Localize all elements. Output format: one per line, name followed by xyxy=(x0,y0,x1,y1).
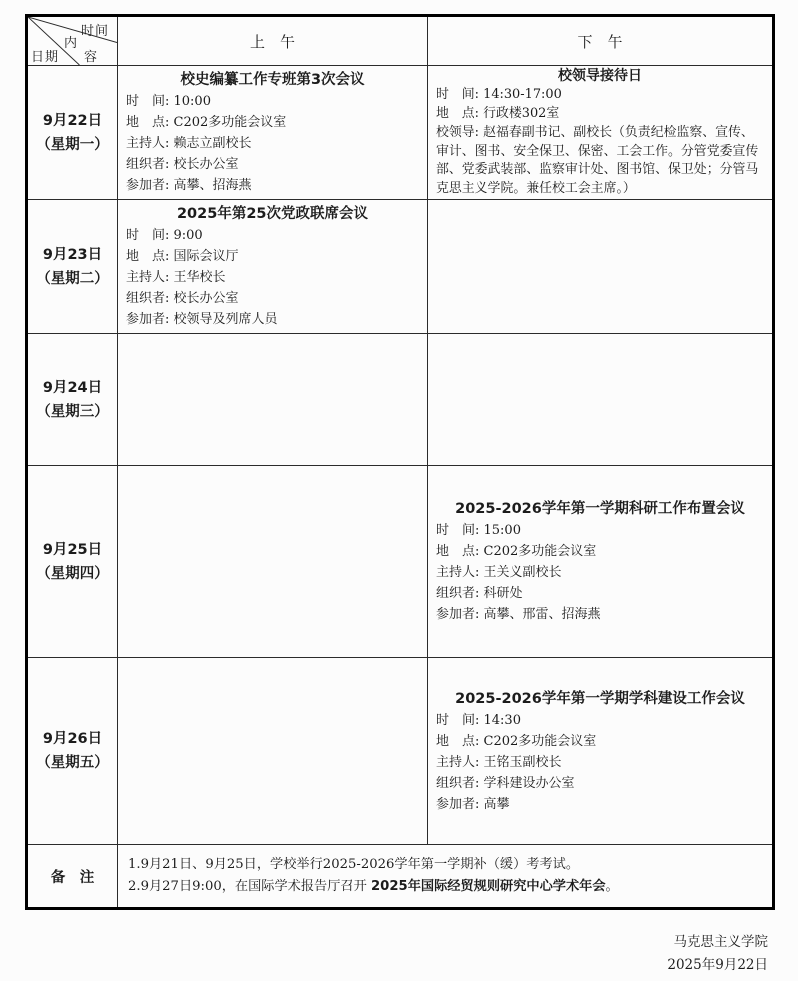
schedule-cell-mon-afternoon xyxy=(428,66,772,200)
meeting-detail-organizer: 组织者: 校长办公室 xyxy=(126,291,239,306)
weekday-line: （星期四） xyxy=(36,565,109,582)
corner-label-content: 容 xyxy=(84,50,99,65)
meeting-detail-attendees: 参加者: 高攀 xyxy=(436,796,510,812)
schedule-cell-tue-afternoon xyxy=(428,200,772,334)
remarks-label: 备 注 xyxy=(28,845,118,907)
meeting-detail-time: 时 间: 10:00 xyxy=(126,94,211,109)
meeting-detail-time: 时 间: 14:30-17:00 xyxy=(436,87,562,103)
meeting-title: 校史编纂工作专班第3次会议 xyxy=(180,72,365,88)
column-header-morning: 上 午 xyxy=(118,17,428,66)
meeting-detail-place: 地 点: C202多功能会议室 xyxy=(436,733,597,749)
schedule-cell-wed-afternoon xyxy=(428,334,772,466)
meeting-title: 校领导接待日 xyxy=(558,68,642,85)
meeting-detail-host: 主持人: 王铭玉副校长 xyxy=(436,754,562,770)
date-cell-fri xyxy=(28,658,118,845)
meeting-detail-organizer: 组织者: 校长办公室 xyxy=(126,157,239,172)
document-footer xyxy=(667,931,768,977)
corner-label-time: 时间 xyxy=(81,24,110,39)
date-cell-thu xyxy=(28,466,118,658)
date-line: 9月25日 xyxy=(42,541,103,558)
date-cell-tue xyxy=(28,200,118,334)
weekday-line: （星期五） xyxy=(36,755,109,771)
meeting-detail-place: 地 点: 国际会议厅 xyxy=(126,249,239,264)
schedule-cell-tue-morning xyxy=(118,200,428,334)
date-line: 9月23日 xyxy=(42,246,103,263)
remark-note-2-suffix: 。 xyxy=(605,879,619,894)
meeting-detail-leaders: 校领导: 赵福春副书记、副校长（负责纪检监察、宣传、审计、图书、安全保卫、保密、工会工作。分管党委宣传部、党委武装部、监察审计处、图书馆、保卫处；分管马克思主义学院。兼任校工会主席。） xyxy=(436,124,759,197)
meeting-detail-place: 地 点: C202多功能会议室 xyxy=(436,544,597,559)
weekday-line: （星期一） xyxy=(36,136,109,153)
weekly-schedule-table xyxy=(25,14,775,910)
date-cell-mon xyxy=(28,66,118,200)
corner-label-date: 日期 xyxy=(31,50,60,65)
meeting-detail-organizer: 组织者: 科研处 xyxy=(436,586,523,601)
header-corner-cell xyxy=(28,17,118,66)
footer-date: 2025年9月22日 xyxy=(667,957,768,973)
meeting-detail-host: 主持人: 王关义副校长 xyxy=(436,565,562,580)
meeting-detail-host: 主持人: 赖志立副校长 xyxy=(126,136,252,151)
footer-organization: 马克思主义学院 xyxy=(673,934,768,950)
meeting-title: 2025-2026学年第一学期科研工作布置会议 xyxy=(455,501,745,517)
meeting-detail-place: 地 点: C202多功能会议室 xyxy=(126,115,287,130)
column-header-afternoon: 下 午 xyxy=(428,17,772,66)
schedule-cell-mon-morning xyxy=(118,66,428,200)
date-cell-wed xyxy=(28,334,118,466)
schedule-cell-fri-afternoon xyxy=(428,658,772,845)
weekday-line: （星期二） xyxy=(36,270,109,287)
meeting-detail-attendees: 参加者: 校领导及列席人员 xyxy=(126,312,278,327)
date-line: 9月22日 xyxy=(42,112,103,129)
meeting-title: 2025-2026学年第一学期学科建设工作会议 xyxy=(455,690,745,707)
date-line: 9月24日 xyxy=(42,379,103,396)
weekday-line: （星期三） xyxy=(36,403,109,420)
meeting-detail-time: 时 间: 9:00 xyxy=(126,228,203,243)
meeting-detail-attendees: 参加者: 高攀、邢雷、招海燕 xyxy=(436,607,601,622)
corner-label-content: 内 xyxy=(64,36,79,51)
schedule-cell-wed-morning xyxy=(118,334,428,466)
remark-note-2-prefix: 2.9月27日9:00，在国际学术报告厅召开 xyxy=(128,879,371,894)
remark-note-2-highlight: 2025年国际经贸规则研究中心学术年会 xyxy=(371,879,606,894)
meeting-detail-host: 主持人: 王华校长 xyxy=(126,270,226,285)
meeting-detail-place: 地 点: 行政楼302室 xyxy=(436,105,560,121)
meeting-detail-time: 时 间: 14:30 xyxy=(436,712,521,728)
remark-note-2 xyxy=(128,876,762,898)
meeting-detail-organizer: 组织者: 学科建设办公室 xyxy=(436,775,575,791)
meeting-detail-attendees: 参加者: 高攀、招海燕 xyxy=(126,178,252,193)
remark-note-1: 1.9月21日、9月25日，学校举行2025-2026学年第一学期补（缓）考考试。 xyxy=(128,857,579,872)
schedule-cell-thu-afternoon xyxy=(428,466,772,658)
meeting-detail-time: 时 间: 15:00 xyxy=(436,523,521,538)
schedule-cell-fri-morning xyxy=(118,658,428,845)
meeting-title: 2025年第25次党政联席会议 xyxy=(176,206,369,222)
remarks-content xyxy=(118,845,772,907)
date-line: 9月26日 xyxy=(42,731,103,747)
schedule-cell-thu-morning xyxy=(118,466,428,658)
